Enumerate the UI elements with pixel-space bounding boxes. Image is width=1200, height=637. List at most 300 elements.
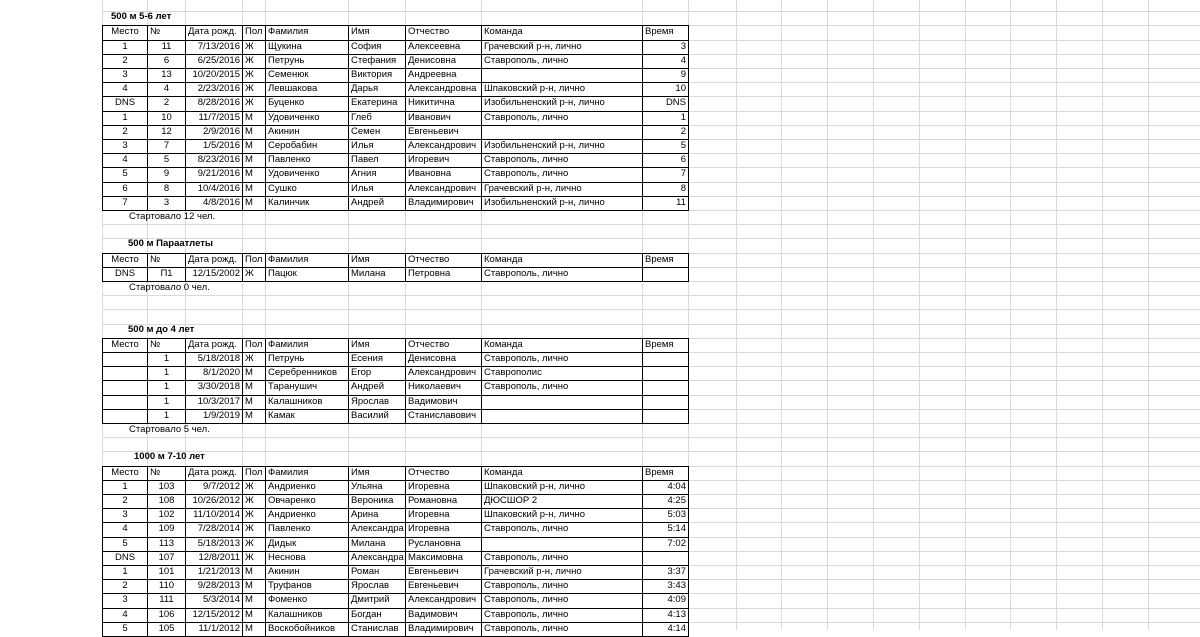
column-header[interactable]: Фамилия [268, 339, 309, 350]
table-cell[interactable]: Александра [351, 523, 404, 534]
table-cell[interactable] [103, 380, 147, 394]
table-cell[interactable]: М [245, 183, 253, 194]
column-header[interactable]: № [150, 339, 161, 350]
table-cell[interactable] [482, 125, 642, 139]
table-cell[interactable]: М [245, 594, 253, 605]
table-cell[interactable]: 4 [122, 523, 128, 534]
table-cell[interactable] [482, 395, 642, 409]
column-header[interactable]: Дата рожд. [188, 254, 237, 265]
table-cell[interactable]: 2 [122, 55, 128, 66]
table-cell[interactable]: 9/7/2012 [203, 481, 240, 492]
table-rule [405, 466, 406, 636]
table-cell[interactable]: Вадимович [408, 396, 458, 407]
table-cell[interactable]: 3 [122, 69, 128, 80]
table-cell[interactable]: 5 [680, 140, 686, 151]
table-cell[interactable]: София [351, 41, 382, 52]
table-cell[interactable]: М [245, 623, 253, 634]
column-header[interactable]: № [150, 254, 161, 265]
table-cell[interactable]: Серобабин [268, 140, 318, 151]
table-cell[interactable] [643, 380, 688, 394]
column-header[interactable]: Место [111, 254, 139, 265]
table-cell[interactable]: 3:37 [667, 566, 686, 577]
table-cell[interactable]: Дидык [268, 538, 297, 549]
table-cell[interactable]: 12/8/2011 [198, 552, 240, 563]
table-cell[interactable]: 113 [158, 538, 175, 549]
table-cell[interactable]: Александрович [408, 367, 477, 378]
table-cell[interactable]: 5/18/2018 [197, 353, 240, 364]
table-cell[interactable]: 6 [122, 183, 128, 194]
table-cell[interactable]: Андреевна [408, 69, 457, 80]
table-cell[interactable]: Дарья [351, 83, 379, 94]
table-cell[interactable]: 3 [122, 140, 128, 151]
table-cell[interactable]: 7/28/2014 [197, 523, 240, 534]
table-cell[interactable]: 7:02 [667, 538, 686, 549]
table-cell[interactable]: 1 [122, 566, 128, 577]
table-cell[interactable]: Грачевский р-н, лично [484, 566, 582, 577]
table-cell[interactable]: Ярослав [351, 580, 390, 591]
table-cell[interactable]: Александровна [408, 83, 477, 94]
table-cell[interactable]: Грачевский р-н, лично [484, 41, 582, 52]
table-cell[interactable]: Ж [245, 481, 254, 492]
table-cell[interactable]: Дмитрий [351, 594, 390, 605]
table-cell[interactable]: DNS [114, 268, 136, 279]
column-header[interactable]: Фамилия [268, 254, 309, 265]
column-header[interactable]: Команда [484, 26, 523, 37]
column-header[interactable]: Время [645, 254, 674, 265]
table-cell[interactable]: М [245, 168, 253, 179]
table-cell[interactable]: Владимирович [408, 623, 474, 634]
table-cell[interactable] [103, 409, 147, 423]
table-cell[interactable]: 7 [122, 197, 128, 208]
table-cell[interactable]: 13 [161, 69, 172, 80]
table-cell[interactable]: 1/5/2016 [203, 140, 240, 151]
table-cell[interactable]: Евгеньевич [408, 126, 459, 137]
table-cell[interactable]: 2 [122, 495, 128, 506]
table-cell[interactable]: 1/21/2013 [197, 566, 240, 577]
table-cell[interactable]: Илья [351, 140, 374, 151]
table-cell[interactable]: 9/21/2016 [197, 168, 240, 179]
table-cell[interactable]: Петровна [408, 268, 451, 279]
table-cell[interactable]: М [245, 140, 253, 151]
table-cell[interactable]: 9 [680, 69, 686, 80]
table-cell[interactable]: 9 [163, 168, 170, 179]
table-cell[interactable]: 12/15/2002 [192, 268, 240, 279]
table-cell[interactable] [482, 409, 642, 423]
table-cell[interactable]: Глеб [351, 112, 372, 123]
table-cell[interactable]: 3 [122, 594, 128, 605]
table-cell[interactable]: Ставрополь, лично [484, 594, 569, 605]
table-cell[interactable]: Калашников [268, 609, 323, 620]
table-cell[interactable]: Егор [351, 367, 372, 378]
column-header[interactable]: № [150, 26, 161, 37]
table-cell[interactable]: 11/1/2012 [198, 623, 240, 634]
table-cell[interactable]: 5:14 [667, 523, 686, 534]
table-cell[interactable]: Владимирович [408, 197, 474, 208]
table-cell[interactable]: Евгеньевич [408, 566, 459, 577]
column-header[interactable]: Команда [484, 467, 523, 478]
table-cell[interactable]: 1 [163, 381, 170, 392]
table-cell[interactable]: 109 [158, 523, 175, 534]
column-header[interactable]: Отчество [408, 339, 450, 350]
table-cell[interactable]: Изобильненский р-н, лично [484, 97, 605, 108]
table-cell[interactable]: 1 [122, 112, 128, 123]
table-cell[interactable]: 3/30/2018 [197, 381, 240, 392]
table-cell[interactable]: Изобильненский р-н, лично [484, 197, 605, 208]
table-cell[interactable]: Шпаковский р-н, лично [484, 509, 586, 520]
column-header[interactable]: Время [645, 339, 674, 350]
column-header[interactable]: Отчество [408, 467, 450, 478]
table-cell[interactable]: Ж [245, 83, 254, 94]
table-cell[interactable]: Андрей [351, 197, 384, 208]
column-header[interactable]: Место [111, 467, 139, 478]
table-cell[interactable]: Ставрополис [484, 367, 542, 378]
table-cell[interactable]: Ставрополь, лично [484, 168, 569, 179]
table-cell[interactable]: Игоревич [408, 154, 450, 165]
table-cell[interactable]: 1/9/2019 [203, 410, 240, 421]
table-cell[interactable]: Виктория [351, 69, 393, 80]
table-cell[interactable]: Екатерина [351, 97, 398, 108]
table-cell[interactable]: 1 [163, 367, 170, 378]
table-cell[interactable]: 4 [122, 83, 128, 94]
table-cell[interactable]: Есения [351, 353, 383, 364]
table-cell[interactable]: 5:03 [667, 509, 686, 520]
table-cell[interactable]: Романовна [408, 495, 458, 506]
table-cell[interactable]: Камак [268, 410, 295, 421]
table-cell[interactable]: Удовиченко [268, 112, 320, 123]
table-cell[interactable]: 7 [163, 140, 170, 151]
table-cell[interactable]: М [245, 154, 253, 165]
table-cell[interactable]: 8/28/2016 [197, 97, 240, 108]
table-cell[interactable]: Ставрополь, лично [484, 112, 569, 123]
table-cell[interactable]: Таранушич [268, 381, 318, 392]
table-cell[interactable]: Труфанов [268, 580, 312, 591]
table-cell[interactable]: 5 [163, 154, 170, 165]
table-cell[interactable] [643, 409, 688, 423]
table-cell[interactable] [643, 551, 688, 565]
table-cell[interactable]: М [245, 126, 253, 137]
column-header[interactable]: Команда [484, 254, 523, 265]
table-cell[interactable]: Ставрополь, лично [484, 623, 569, 634]
table-cell[interactable]: DNS [114, 552, 136, 563]
table-cell[interactable]: П1 [160, 268, 173, 279]
table-cell[interactable]: Фоменко [268, 594, 308, 605]
table-cell[interactable]: 7/13/2016 [197, 41, 240, 52]
table-cell[interactable]: М [245, 410, 253, 421]
table-cell[interactable]: 8/1/2020 [203, 367, 240, 378]
column-header[interactable]: № [150, 467, 161, 478]
table-cell[interactable]: Буценко [268, 97, 305, 108]
table-cell[interactable]: Ставрополь, лично [484, 353, 569, 364]
table-cell[interactable] [643, 352, 688, 366]
table-cell[interactable]: Станиславович [408, 410, 477, 421]
table-cell[interactable]: Ж [245, 41, 254, 52]
column-header[interactable]: Имя [351, 339, 370, 350]
table-cell[interactable]: 3 [122, 509, 128, 520]
table-cell[interactable]: Александрович [408, 594, 477, 605]
table-cell[interactable]: Ж [245, 353, 254, 364]
column-header[interactable]: Дата рожд. [188, 339, 237, 350]
table-cell[interactable]: 9/28/2013 [197, 580, 240, 591]
table-cell[interactable] [103, 395, 147, 409]
table-cell[interactable]: Игоревна [408, 523, 450, 534]
table-cell[interactable]: Иванович [408, 112, 451, 123]
table-cell[interactable]: 10 [161, 112, 172, 123]
table-cell[interactable]: Стефания [351, 55, 397, 66]
table-cell[interactable]: 8 [163, 183, 170, 194]
table-cell[interactable]: Ж [245, 509, 254, 520]
column-header[interactable]: Отчество [408, 254, 450, 265]
table-cell[interactable]: 101 [158, 566, 175, 577]
table-cell[interactable]: 1 [122, 41, 128, 52]
table-cell[interactable]: 4:13 [667, 609, 686, 620]
table-cell[interactable]: 103 [158, 481, 175, 492]
table-cell[interactable]: Пацюк [268, 268, 297, 279]
table-cell[interactable]: Ставрополь, лично [484, 580, 569, 591]
table-cell[interactable]: 11/10/2014 [193, 509, 240, 520]
column-header[interactable]: Фамилия [268, 467, 309, 478]
table-cell[interactable]: Шпаковский р-н, лично [484, 481, 586, 492]
table-cell[interactable] [643, 267, 688, 281]
table-cell[interactable]: Александрович [408, 140, 477, 151]
table-cell[interactable]: Ж [245, 97, 254, 108]
table-cell[interactable]: Акинин [268, 126, 300, 137]
table-cell[interactable]: 1 [163, 410, 170, 421]
table-cell[interactable]: 5/18/2013 [197, 538, 240, 549]
table-cell[interactable]: Вероника [351, 495, 394, 506]
table-cell[interactable]: Вадимович [408, 609, 458, 620]
table-cell[interactable]: Ж [245, 523, 254, 534]
table-cell[interactable]: 5 [122, 168, 128, 179]
table-cell[interactable]: Илья [351, 183, 374, 194]
table-cell[interactable]: 4:09 [667, 594, 686, 605]
table-cell[interactable]: Денисовна [408, 353, 456, 364]
table-cell[interactable]: Неснова [268, 552, 306, 563]
table-cell[interactable] [103, 352, 147, 366]
table-cell[interactable]: Павленко [268, 154, 311, 165]
table-cell[interactable]: Ж [245, 495, 254, 506]
table-cell[interactable]: Овчаренко [268, 495, 316, 506]
table-cell[interactable]: Шпаковский р-н, лично [484, 83, 586, 94]
table-cell[interactable]: М [245, 112, 253, 123]
table-cell[interactable]: Петрунь [268, 55, 305, 66]
table-cell[interactable]: Петрунь [268, 353, 305, 364]
table-cell[interactable]: Ставрополь, лично [484, 552, 569, 563]
table-cell[interactable]: Игоревна [408, 509, 450, 520]
table-cell[interactable] [482, 537, 642, 551]
table-cell[interactable]: 4 [122, 609, 128, 620]
column-header[interactable]: Дата рожд. [188, 467, 237, 478]
table-cell[interactable]: Изобильненский р-н, лично [484, 140, 605, 151]
table-cell[interactable]: М [245, 381, 253, 392]
table-cell[interactable]: Ж [245, 55, 254, 66]
table-rule [102, 480, 688, 481]
table-cell[interactable]: Сушко [268, 183, 297, 194]
table-cell[interactable]: Андрей [351, 381, 384, 392]
table-cell[interactable]: Максимовна [408, 552, 464, 563]
column-header[interactable]: Место [111, 26, 139, 37]
table-cell[interactable]: 2/23/2016 [197, 83, 240, 94]
table-cell[interactable]: Милана [351, 538, 386, 549]
table-cell[interactable]: 10/4/2016 [197, 183, 240, 194]
table-cell[interactable]: Калинчик [268, 197, 310, 208]
table-cell[interactable]: 2 [122, 126, 128, 137]
table-cell[interactable]: 111 [159, 594, 174, 605]
table-cell[interactable]: 5 [122, 538, 128, 549]
column-header[interactable]: Пол [245, 339, 263, 350]
table-cell[interactable]: 10 [675, 83, 686, 94]
column-header[interactable]: Время [645, 467, 674, 478]
column-header[interactable]: Пол [245, 254, 263, 265]
table-cell[interactable]: Ж [245, 69, 254, 80]
table-cell[interactable]: Серебренников [268, 367, 338, 378]
table-cell[interactable]: 8 [680, 183, 686, 194]
table-cell[interactable] [482, 68, 642, 82]
column-header[interactable]: Имя [351, 467, 370, 478]
table-cell[interactable]: 5/3/2014 [203, 594, 240, 605]
table-cell[interactable]: 107 [158, 552, 175, 563]
table-cell[interactable]: Богдан [351, 609, 382, 620]
table-cell[interactable]: М [245, 396, 253, 407]
column-header[interactable]: Пол [245, 467, 263, 478]
table-cell[interactable]: 6 [163, 55, 170, 66]
table-cell[interactable]: 11 [161, 41, 172, 52]
table-cell[interactable]: 2 [163, 97, 170, 108]
table-cell[interactable]: Ж [245, 538, 254, 549]
table-cell[interactable]: Павел [351, 154, 379, 165]
table-cell[interactable]: Ивановна [408, 168, 452, 179]
table-cell[interactable]: Воскобойников [268, 623, 336, 634]
column-header[interactable]: Отчество [408, 26, 450, 37]
table-cell[interactable]: 4 [680, 55, 686, 66]
table-cell[interactable]: 2 [680, 126, 686, 137]
column-header[interactable]: Фамилия [268, 26, 309, 37]
column-header[interactable]: Время [645, 26, 674, 37]
table-cell[interactable]: Алексеевна [408, 41, 461, 52]
table-cell[interactable]: 102 [158, 509, 175, 520]
table-cell[interactable]: Семенюк [268, 69, 309, 80]
table-cell[interactable]: 11 [676, 197, 686, 208]
table-cell[interactable]: Милана [351, 268, 386, 279]
table-cell[interactable]: Ярослав [351, 396, 390, 407]
table-cell[interactable]: DNS [114, 97, 136, 108]
table-cell[interactable]: 4/8/2016 [203, 197, 240, 208]
table-cell[interactable]: 8/23/2016 [197, 154, 240, 165]
table-cell[interactable]: 110 [158, 580, 175, 591]
table-cell[interactable]: Ставрополь, лично [484, 381, 569, 392]
table-cell[interactable]: 105 [158, 623, 175, 634]
column-header[interactable]: Пол [245, 26, 263, 37]
table-cell[interactable]: 10/3/2017 [197, 396, 240, 407]
table-cell[interactable]: Николаевич [408, 381, 461, 392]
table-cell[interactable]: 5 [122, 623, 128, 634]
table-cell[interactable]: Грачевский р-н, лично [484, 183, 582, 194]
column-header[interactable]: Дата рожд. [188, 26, 237, 37]
table-cell[interactable]: Ставрополь, лично [484, 609, 569, 620]
table-cell[interactable]: 10/20/2015 [192, 69, 240, 80]
table-cell[interactable]: 2/9/2016 [203, 126, 240, 137]
column-header[interactable]: Место [111, 339, 139, 350]
table-cell[interactable]: 2 [122, 580, 128, 591]
table-cell[interactable]: 4:04 [667, 481, 686, 492]
table-cell[interactable]: М [245, 580, 253, 591]
table-cell[interactable] [643, 395, 688, 409]
table-cell[interactable]: 3 [163, 197, 170, 208]
table-cell[interactable]: 4:14 [667, 623, 686, 634]
table-rule [102, 68, 688, 69]
table-cell[interactable]: М [245, 566, 253, 577]
table-cell[interactable]: Игоревна [408, 481, 450, 492]
table-cell[interactable]: М [245, 609, 253, 620]
table-cell[interactable]: Евгеньевич [408, 580, 459, 591]
table-cell[interactable]: Александра [351, 552, 404, 563]
table-cell[interactable]: М [245, 367, 253, 378]
table-cell[interactable]: Ставрополь, лично [484, 55, 569, 66]
table-cell[interactable]: Левшакова [268, 83, 318, 94]
table-cell[interactable]: 108 [158, 495, 175, 506]
table-cell[interactable]: Василий [351, 410, 389, 421]
table-cell[interactable]: М [245, 197, 253, 208]
table-cell[interactable]: 1 [680, 112, 686, 123]
table-cell[interactable]: 1 [122, 481, 128, 492]
table-cell[interactable]: Ставрополь, лично [484, 268, 569, 279]
table-cell[interactable]: Роман [351, 566, 380, 577]
table-cell[interactable]: Ставрополь, лично [484, 523, 569, 534]
table-cell[interactable]: Павленко [268, 523, 311, 534]
table-cell[interactable]: 1 [163, 353, 170, 364]
table-cell[interactable]: Александрович [408, 183, 477, 194]
table-cell[interactable]: Арина [351, 509, 379, 520]
table-cell[interactable]: Станислав [351, 623, 399, 634]
table-cell[interactable]: 3 [680, 41, 686, 52]
table-cell[interactable]: Агния [351, 168, 377, 179]
table-cell[interactable]: Удовиченко [268, 168, 320, 179]
table-cell[interactable]: Ж [245, 552, 254, 563]
table-cell[interactable]: Щукина [268, 41, 302, 52]
table-cell[interactable]: 12/15/2012 [192, 609, 240, 620]
table-cell[interactable]: Никитична [408, 97, 455, 108]
table-cell[interactable]: 11/7/2015 [198, 112, 240, 123]
table-cell[interactable]: 12 [161, 126, 172, 137]
table-cell[interactable]: Калашников [268, 396, 323, 407]
table-cell[interactable]: 6/25/2016 [197, 55, 240, 66]
table-cell[interactable]: Ульяна [351, 481, 383, 492]
table-cell[interactable]: 7 [680, 168, 686, 179]
table-cell[interactable]: Ж [245, 268, 254, 279]
table-cell[interactable]: Акинин [268, 566, 300, 577]
table-cell[interactable]: 4 [163, 83, 170, 94]
table-cell[interactable]: Андриенко [268, 509, 316, 520]
column-header[interactable]: Имя [351, 26, 370, 37]
table-cell[interactable] [103, 366, 147, 380]
table-cell[interactable]: Руслановна [408, 538, 461, 549]
table-cell[interactable]: 4:25 [667, 495, 686, 506]
column-header[interactable]: Команда [484, 339, 523, 350]
table-cell[interactable]: DNS [665, 97, 686, 108]
table-cell[interactable]: 6 [680, 154, 686, 165]
table-cell[interactable]: Денисовна [408, 55, 456, 66]
table-cell[interactable]: 4 [122, 154, 128, 165]
table-cell[interactable]: 106 [158, 609, 175, 620]
table-cell[interactable]: Андриенко [268, 481, 316, 492]
table-cell[interactable]: Ставрополь, лично [484, 154, 569, 165]
table-cell[interactable]: 1 [163, 396, 170, 407]
table-cell[interactable]: ДЮСШОР 2 [484, 495, 538, 506]
table-cell[interactable]: 10/26/2012 [192, 495, 240, 506]
table-cell[interactable] [643, 366, 688, 380]
table-cell[interactable]: Семен [351, 126, 381, 137]
column-header[interactable]: Имя [351, 254, 370, 265]
table-cell[interactable]: 3:43 [667, 580, 686, 591]
